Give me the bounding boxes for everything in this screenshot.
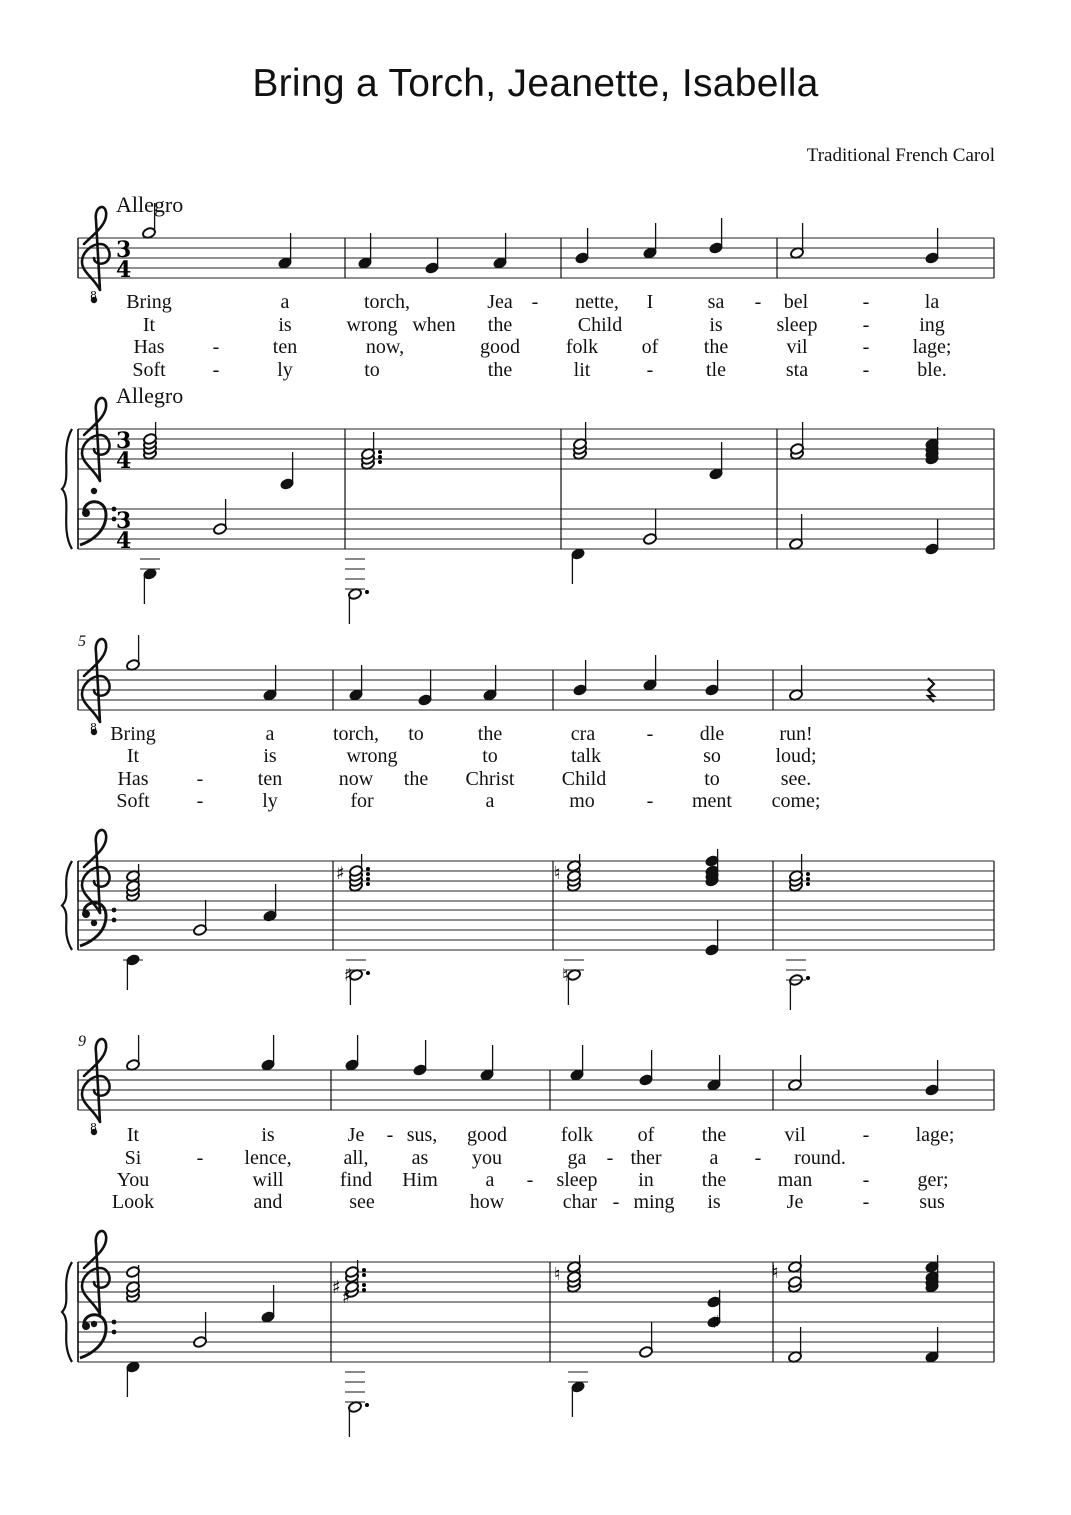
lyric-syllable: to: [364, 359, 380, 381]
augmentation-dot: [366, 872, 370, 876]
augmentation-dot: [362, 1268, 366, 1272]
lyric-syllable: lage;: [915, 1124, 955, 1146]
lyric-syllable: a: [485, 1169, 495, 1191]
tempo-marking-piano: Allegro: [116, 383, 184, 408]
lyric-syllable: loud;: [775, 745, 817, 767]
lyric-syllable: tle: [706, 359, 726, 381]
sharp-icon: ♯: [712, 1312, 721, 1333]
lyric-syllable: I: [646, 291, 654, 313]
lyric-syllable: wrong: [346, 745, 398, 767]
lyric-syllable: ga: [567, 1147, 587, 1169]
lyric-syllable: sleep: [776, 314, 818, 336]
lyric-syllable: Christ: [465, 768, 515, 790]
lyric-syllable: ten: [257, 768, 283, 790]
lyric-syllable: the: [403, 768, 429, 790]
lyric-syllable: the: [701, 1124, 727, 1146]
sharp-icon: ♯: [344, 965, 353, 986]
staves: [62, 207, 994, 1362]
lyric-syllable: It: [126, 745, 140, 767]
lyric-syllable: to: [704, 768, 720, 790]
natural-icon: ♮: [554, 1264, 561, 1285]
lyric-syllable: all,: [343, 1147, 369, 1169]
lyric-syllable: now,: [365, 336, 405, 358]
lyric-syllable: dle: [699, 723, 725, 745]
lyric-syllable: of: [641, 336, 659, 358]
lyric-syllable: lit: [573, 359, 591, 381]
lyric-syllable: sus: [919, 1191, 945, 1213]
natural-icon: ♮: [562, 965, 569, 986]
lyric-syllable: so: [703, 745, 721, 767]
lyric-syllable: run!: [779, 723, 813, 745]
lyric-syllable: you: [472, 1147, 502, 1169]
lyric-syllable: folk: [565, 336, 599, 358]
lyric-syllable: come;: [771, 790, 821, 812]
augmentation-dot: [362, 1283, 366, 1287]
lyric-syllable: a: [485, 790, 495, 812]
lyric-syllable: Soft: [116, 790, 150, 812]
lyric-syllable: sleep: [556, 1169, 598, 1191]
lyric-syllable: Je: [347, 1124, 365, 1146]
augmentation-dot: [362, 1273, 366, 1277]
tempo-marking-voice: Allegro: [116, 192, 184, 217]
lyric-syllable: see.: [780, 768, 812, 790]
measure-number: 9: [78, 1033, 86, 1050]
lyric-syllable: You: [116, 1169, 150, 1191]
measure-number: 5: [78, 633, 86, 650]
lyric-syllable: to: [482, 745, 498, 767]
augmentation-dot: [378, 450, 382, 454]
lyric-syllable: vil: [784, 1124, 806, 1146]
lyric-syllable: ther: [630, 1147, 662, 1169]
time-signature-bottom: 4: [116, 257, 132, 283]
lyric-syllable: of: [637, 1124, 655, 1146]
lyric-syllable: the: [701, 1169, 727, 1191]
lyric-syllable: for: [350, 790, 374, 812]
lyric-syllable: nette,: [575, 291, 619, 313]
lyric-syllable: sus,: [406, 1124, 438, 1146]
natural-icon: ♮: [554, 863, 561, 884]
time-signature-top: 3: [116, 428, 132, 454]
lyric-syllable: is: [278, 314, 292, 336]
lyric-syllable: ger;: [917, 1169, 949, 1191]
lyric-syllable: talk: [571, 745, 601, 767]
lyric-syllable: Has: [133, 336, 165, 358]
augmentation-dot: [806, 882, 810, 886]
lyric-syllable: vil: [786, 336, 808, 358]
time-signature-bottom: 4: [116, 448, 132, 474]
lyric-syllable: to: [408, 723, 424, 745]
lyric-syllable: Je: [786, 1191, 804, 1213]
lyric-syllable: Child: [561, 768, 607, 790]
lyric-syllable: char: [562, 1191, 598, 1213]
lyric-syllable: in: [638, 1169, 654, 1191]
lyric-syllable: round.: [794, 1147, 846, 1169]
lyric-syllable: torch,: [332, 723, 380, 745]
clef-octave-mark: 8: [90, 289, 97, 302]
lyric-syllable: ment: [692, 790, 732, 812]
time-signature-bottom: 4: [116, 528, 132, 554]
lyric-syllable: mo: [569, 790, 595, 812]
lyric-syllable: find: [339, 1169, 373, 1191]
lyric-syllable: Bring: [110, 723, 156, 745]
sharp-icon: ♯: [332, 1277, 341, 1298]
lyric-syllable: when: [412, 314, 456, 336]
augmentation-dot: [806, 976, 810, 980]
lyric-syllable: wrong: [346, 314, 398, 336]
augmentation-dot: [366, 882, 370, 886]
clef-octave-mark: 8: [90, 721, 97, 734]
lyric-syllable: sta: [785, 359, 809, 381]
augmentation-dot: [366, 971, 370, 975]
lyric-syllable: cra: [570, 723, 596, 745]
treble-clef-icon: [82, 398, 110, 494]
lyric-syllable: is: [709, 314, 723, 336]
lyric-syllable: the: [703, 336, 729, 358]
lyric-syllable: la: [924, 291, 940, 313]
lyric-syllable: a: [280, 291, 290, 313]
lyric-syllable: Bring: [126, 291, 172, 313]
lyric-syllable: the: [487, 314, 513, 336]
lyric-syllable: It: [142, 314, 156, 336]
lyric-syllable: as: [411, 1147, 429, 1169]
lyric-syllable: Soft: [132, 359, 166, 381]
lyric-syllable: and: [253, 1191, 283, 1213]
lyric-syllable: folk: [560, 1124, 594, 1146]
lyric-syllable: lence,: [244, 1147, 292, 1169]
lyric-syllable: good: [467, 1124, 507, 1146]
lyric-syllable: ly: [262, 790, 278, 812]
lyric-syllable: Look: [111, 1191, 155, 1213]
lyric-syllable: the: [477, 723, 503, 745]
augmentation-dot: [366, 867, 370, 871]
treble-clef-icon: [82, 1231, 110, 1327]
sharp-icon: ♯: [336, 863, 345, 884]
lyric-syllable: is: [261, 1124, 275, 1146]
lyric-syllable: see: [349, 1191, 375, 1213]
lyric-syllable: a: [709, 1147, 719, 1169]
augmentation-dot: [378, 460, 382, 464]
lyric-syllable: will: [252, 1169, 284, 1191]
time-signature-top: 3: [116, 508, 132, 534]
sharp-icon: ♯: [342, 1287, 351, 1308]
lyric-syllable: bel: [783, 291, 809, 313]
piano-brace-icon: [62, 429, 72, 549]
lyric-syllable: is: [263, 745, 277, 767]
augmentation-dot: [365, 1403, 369, 1407]
augmentation-dot: [365, 590, 369, 594]
lyric-syllable: is: [707, 1191, 721, 1213]
augmentation-dot: [366, 877, 370, 881]
lyric-syllable: ble.: [917, 359, 947, 381]
lyric-syllable: ing: [919, 314, 945, 336]
lyric-syllable: Child: [577, 314, 623, 336]
natural-icon: ♮: [772, 1262, 779, 1283]
clef-octave-mark: 8: [90, 1121, 97, 1134]
lyric-syllable: ming: [633, 1191, 675, 1213]
lyric-syllable: man: [777, 1169, 813, 1191]
lyric-syllable: ly: [277, 359, 293, 381]
lyric-syllable: Si: [124, 1147, 142, 1169]
augmentation-dot: [806, 872, 810, 876]
lyric-syllable: torch,: [363, 291, 411, 313]
piano-brace-icon: [62, 1262, 72, 1362]
augmentation-dot: [362, 1288, 366, 1292]
lyric-syllable: how: [469, 1191, 505, 1213]
lyric-syllable: lage;: [912, 336, 952, 358]
lyric-syllable: a: [265, 723, 275, 745]
lyric-syllable: Jea: [487, 291, 513, 313]
lyric-syllable: Has: [117, 768, 149, 790]
augmentation-dot: [806, 877, 810, 881]
lyric-syllable: ten: [272, 336, 298, 358]
lyric-syllable: the: [487, 359, 513, 381]
page-title: Bring a Torch, Jeanette, Isabella: [252, 62, 819, 105]
lyric-syllable: now: [338, 768, 374, 790]
piano-brace-icon: [62, 861, 72, 950]
augmentation-dot: [378, 455, 382, 459]
lyric-syllable: good: [480, 336, 520, 358]
lyric-syllable: Him: [402, 1169, 438, 1191]
lyric-syllable: sa: [707, 291, 725, 313]
composer-credit: Traditional French Carol: [806, 145, 995, 166]
notes: [123, 203, 939, 1437]
lyric-syllable: It: [126, 1124, 140, 1146]
time-signature-top: 3: [116, 237, 132, 263]
